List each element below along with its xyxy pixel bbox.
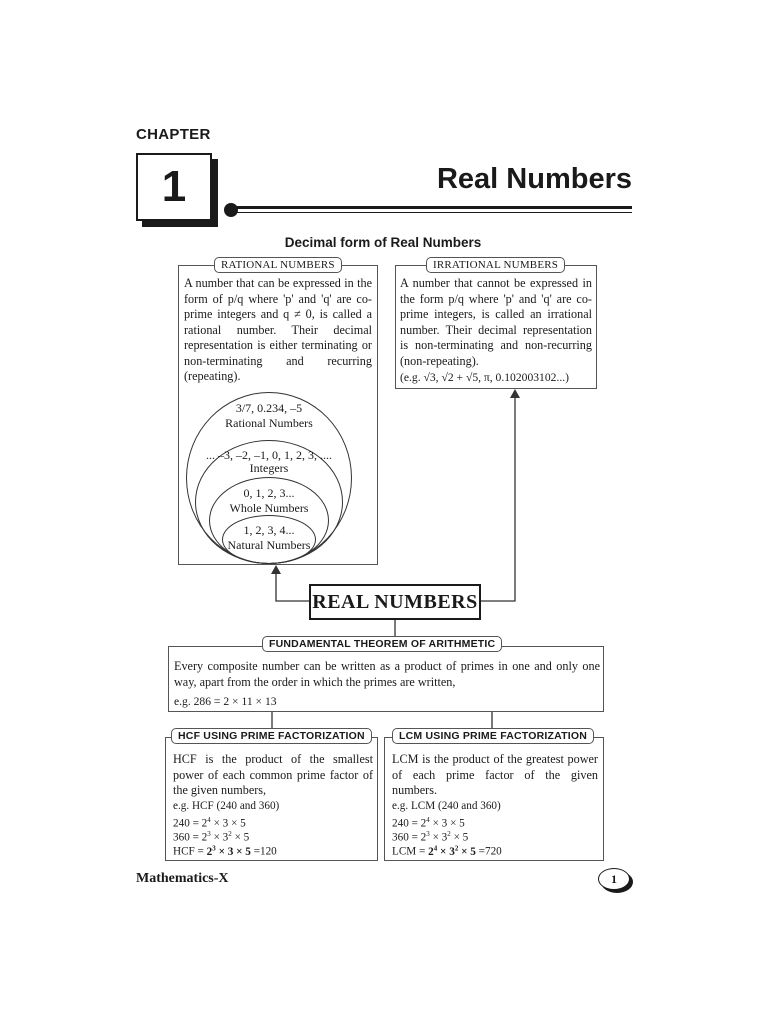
lcm-360-base: 360 = 2 [392, 831, 427, 844]
footer-subject: Mathematics-X [136, 871, 229, 886]
lcm-360-rest: × 5 [450, 831, 469, 844]
rational-numbers-caption: Rational Numbers [225, 416, 313, 430]
rational-definition: A number that can be expressed in the form of p/q where 'p' and 'q' are co-prime integers and q ≠ 0, is called a rational number. Their decimal representation is either terminating or non-terminating and recurring (repeating). [184, 276, 372, 383]
lcm-result [392, 841, 502, 859]
lcm-result-prefix: LCM = [392, 845, 429, 858]
lcm-result-exp: 4 [433, 844, 438, 852]
lcm-result-value: =720 [475, 845, 502, 858]
hcf-240-base: 240 = 2 [173, 817, 208, 830]
fta-box [168, 646, 604, 712]
hcf-240-exp: 4 [207, 816, 211, 824]
hcf-360-mid: × 3 [210, 831, 229, 844]
irrational-numbers-box [395, 265, 597, 389]
whole-examples: 0, 1, 2, 3... [243, 486, 295, 500]
irrational-numbers-label: IRRATIONAL NUMBERS [426, 257, 565, 273]
hcf-result-exp: 3 [212, 844, 216, 852]
whole-numbers-caption: Whole Numbers [229, 501, 309, 515]
hcf-result [173, 841, 277, 859]
lcm-360-exp2: 2 [447, 830, 451, 838]
fta-example: e.g. 286 = 2 × 11 × 13 [174, 695, 277, 708]
lcm-result-base: 2 [428, 845, 434, 858]
chapter-number: 1 [136, 153, 212, 221]
rational-examples: 3/7, 0.234, –5 [235, 401, 303, 415]
lcm-240-base: 240 = 2 [392, 817, 427, 830]
hcf-360-base: 360 = 2 [173, 831, 208, 844]
lcm-360-mid: × 3 [429, 831, 448, 844]
chapter-label: CHAPTER [136, 126, 211, 143]
lcm-definition: LCM is the product of the greatest power of each prime factor of the given numbers. [392, 752, 598, 797]
hcf-definition: HCF is the product of the smallest power of each common prime factor of the given numbers, [173, 752, 373, 797]
hcf-360-exp2: 2 [228, 830, 232, 838]
irrational-definition: A number that cannot be expressed in the form p/q where 'p' and 'q' are co-prime integers, is called an irrational number. Their decimal representation is non-terminating and non-recurring (non-repeating). [400, 276, 592, 368]
irrational-example: (e.g. √3, √2 + √5, π, 0.102003102...) [400, 371, 569, 384]
lcm-result-rest: × 5 [458, 845, 476, 858]
hcf-240-rest: × 3 × 5 [210, 817, 246, 830]
hcf-360-exp: 3 [207, 830, 211, 838]
natural-numbers-caption: Natural Numbers [227, 538, 311, 552]
rational-numbers-label: RATIONAL NUMBERS [214, 257, 342, 273]
lcm-box [384, 737, 604, 861]
integers-caption: Integers [249, 461, 289, 475]
hcf-result-value: =120 [250, 845, 277, 858]
lcm-result-exp2: 2 [454, 844, 459, 852]
lcm-240-rest: × 3 × 5 [429, 817, 465, 830]
real-numbers-box: REAL NUMBERS [309, 584, 481, 620]
page-number: 1 [598, 868, 630, 890]
lcm-example-title: e.g. LCM (240 and 360) [392, 800, 501, 812]
integer-examples: ... –3, –2, –1, 0, 1, 2, 3, .... [206, 448, 332, 462]
lcm-label: LCM USING PRIME FACTORIZATION [392, 728, 594, 744]
hcf-result-prefix: HCF = [173, 845, 207, 858]
natural-examples: 1, 2, 3, 4... [243, 523, 295, 537]
hcf-360-rest: × 5 [231, 831, 250, 844]
lcm-360-exp: 3 [426, 830, 430, 838]
lcm-result-mid: × 3 [437, 845, 455, 858]
lcm-240-exp: 4 [426, 816, 430, 824]
fta-label: FUNDAMENTAL THEOREM OF ARITHMETIC [262, 636, 502, 652]
fta-definition: Every composite number can be written as a product of primes in one and only one way, apart from the order in which the primes are written, [174, 659, 600, 689]
chapter-title: Real Numbers [436, 163, 632, 195]
section-title: Decimal form of Real Numbers [284, 235, 482, 250]
hcf-label: HCF USING PRIME FACTORIZATION [171, 728, 372, 744]
hcf-result-base: 2 [206, 845, 213, 858]
hcf-box [165, 737, 378, 861]
hcf-result-rest: × 3 × 5 [215, 845, 251, 858]
hcf-example-title: e.g. HCF (240 and 360) [173, 800, 280, 812]
